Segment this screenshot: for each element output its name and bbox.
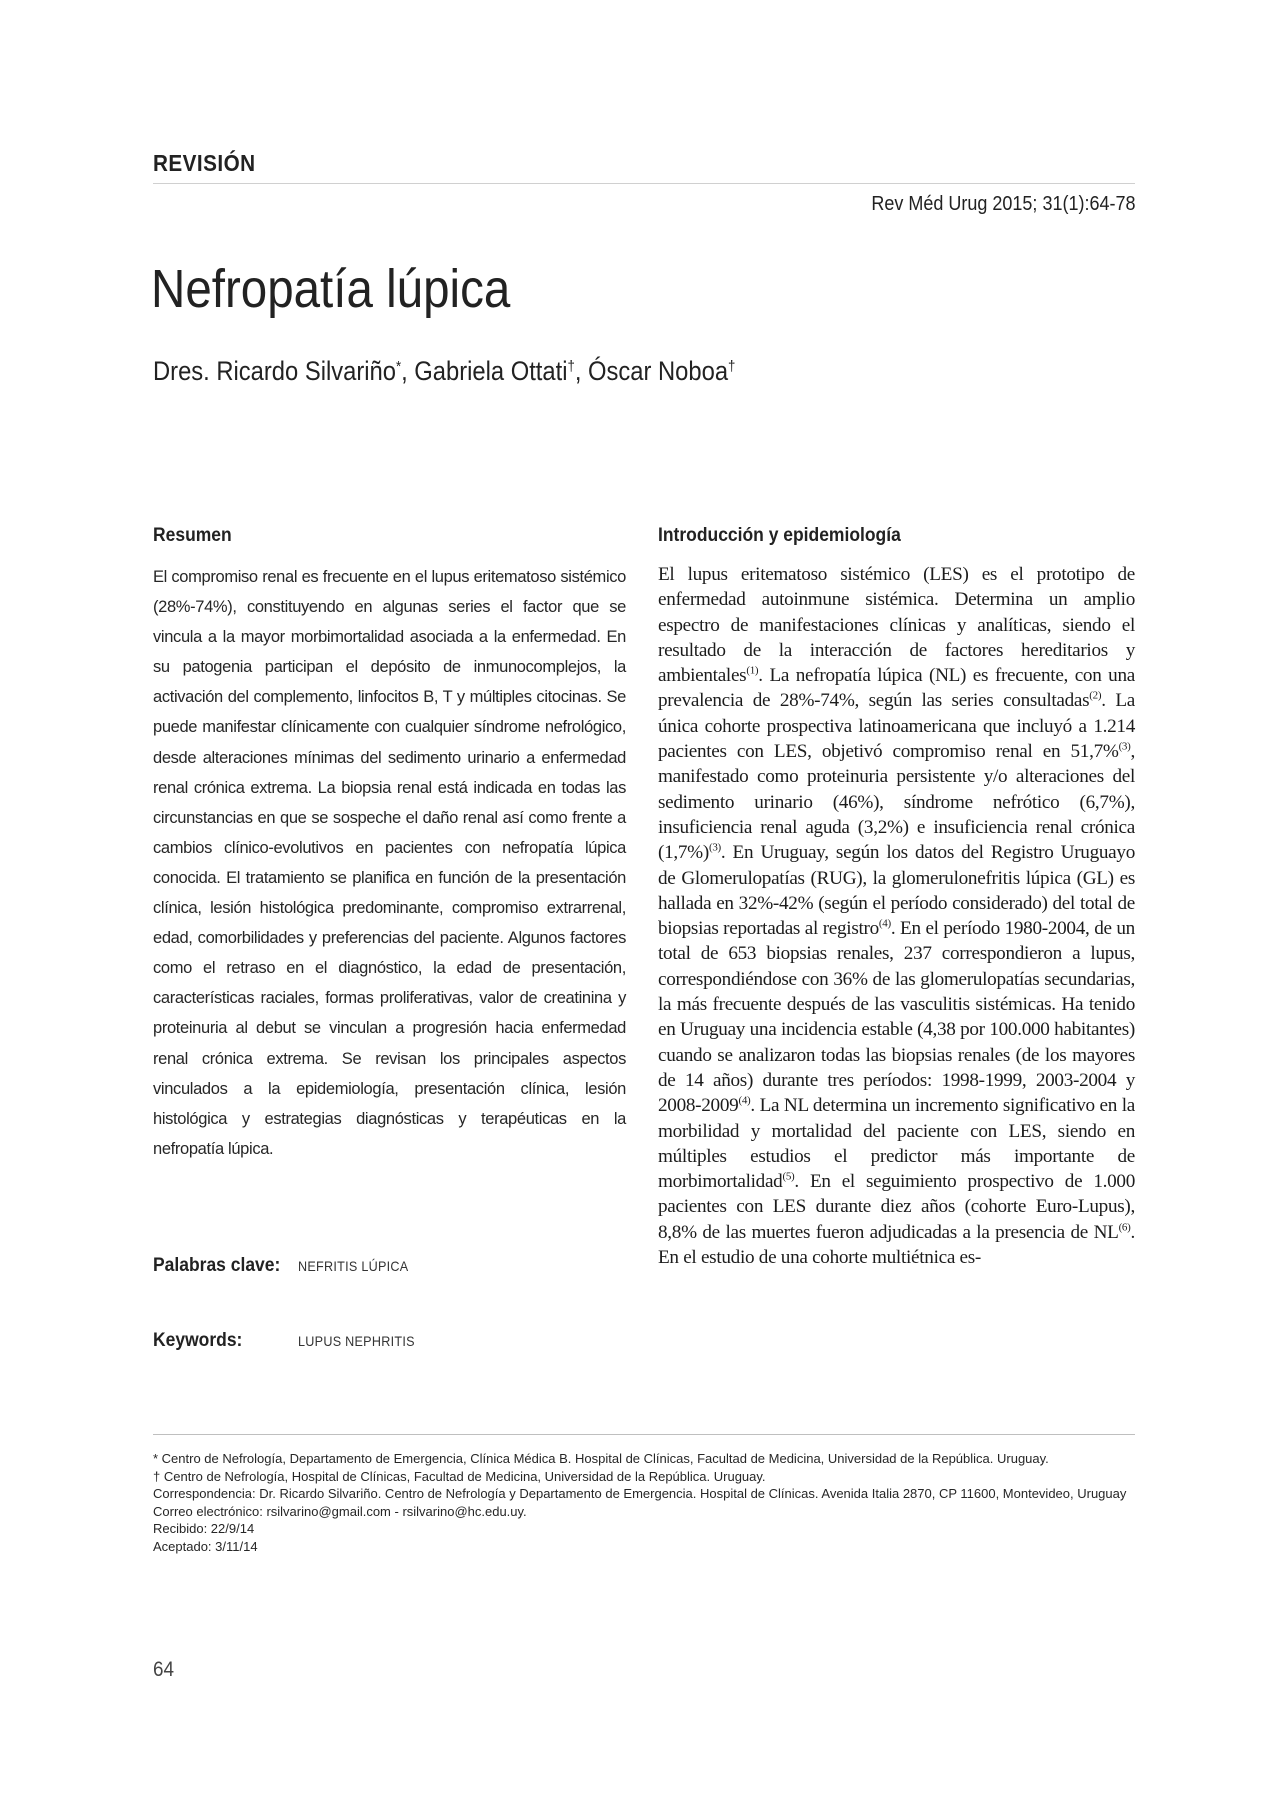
introduction-text bbox=[658, 562, 1135, 1270]
reference-6: (6) bbox=[1118, 1221, 1131, 1234]
intro-text-segment: , manifestado como proteinuria persistente y/o alteraciones del sedimento urinario (46%), síndrome nefrótico (6,7%), insuficiencia renal aguda (3,2%) e insuficiencia renal crónica (1,7%) bbox=[658, 741, 1135, 864]
journal-citation: Rev Méd Urug 2015; 31(1):64-78 bbox=[870, 193, 1135, 215]
intro-text-segment: . La NL determina un incremento significativo en la morbilidad y mortalidad del paciente con LES, siendo en múltiples estudios el predictor más importante de morbimortalidad bbox=[658, 1095, 1135, 1193]
intro-text-segment: . La nefropatía lúpica (NL) es frecuente, con una prevalencia de 28%-74%, según las series consultadas bbox=[658, 665, 1135, 712]
footnote-correspondence: Correspondencia: Dr. Ricardo Silvariño. Centro de Nefrología y Departamento de Emergencia. Hospital de Clínicas. Avenida Italia 2870, CP 11600, Montevideo, Uruguay bbox=[153, 1486, 1127, 1501]
intro-text-segment: . En el seguimiento prospectivo de 1.000 pacientes con LES durante diez años (cohorte Euro-Lupus), 8,8% de las muertes fueron adjudicadas a la presencia de NL bbox=[658, 1171, 1135, 1243]
author-2-affiliation-mark: † bbox=[567, 358, 575, 375]
reference-2: (2) bbox=[1089, 690, 1102, 703]
reference-5: (5) bbox=[782, 1170, 795, 1183]
author-list bbox=[153, 356, 735, 387]
author-1-affiliation-mark: * bbox=[395, 358, 402, 375]
footnote-received: Recibido: 22/9/14 bbox=[153, 1521, 255, 1536]
reference-4: (4) bbox=[878, 917, 891, 930]
page-number: 64 bbox=[153, 1658, 175, 1681]
keywords-es bbox=[153, 1255, 421, 1277]
author-2: , Gabriela Ottati bbox=[401, 356, 568, 386]
keywords-en-value: LUPUS NEPHRITIS bbox=[298, 1333, 415, 1349]
section-label: REVISIÓN bbox=[153, 150, 256, 176]
intro-text-segment: El lupus eritematoso sistémico (LES) es el prototipo de enfermedad autoinmune sistémica. Determina un amplio espectro de manifestaciones clínicas y analíticas, siendo el resultado de la interacción de factores hereditarios y ambientales bbox=[658, 564, 1135, 687]
author-3: , Óscar Noboa bbox=[574, 356, 729, 386]
header-rule bbox=[153, 183, 1135, 184]
reference-3b: (3) bbox=[708, 841, 721, 854]
abstract-text: El compromiso renal es frecuente en el lupus eritematoso sistémico (28%-74%), constituyendo en algunas series el factor que se vincula a la mayor morbimortalidad asociada a la enfermedad. En su patogenia participan el depósito de inmunocomplejos, la activación del complemento, linfocitos B, T y múltiples citocinas. Se puede manifestar clínicamente con cualquier síndrome nefrológico, desde alteraciones mínimas del sedimento urinario a enfermedad renal crónica extrema. La biopsia renal está indicada en todas las circunstancias en que se sospeche el daño renal así como frente a cambios clínico-evolutivos en pacientes con nefropatía lúpica conocida. El tratamiento se planifica en función de la presentación clínica, lesión histológica predominante, compromiso extrarrenal, edad, comorbilidades y preferencias del paciente. Algunos factores como el retraso en el diagnóstico, la edad de presentación, características raciales, formas proliferativas, valor de creatinina y proteinuria al debut se vinculan a progresión hacia enfermedad renal crónica extrema. Se revisan los principales aspectos vinculados a la epidemiología, presentación clínica, lesión histológica y estrategias diagnósticas y terapéuticas en la nefropatía lúpica. bbox=[153, 568, 626, 1158]
footnote-rule bbox=[153, 1434, 1135, 1435]
keywords-en bbox=[153, 1330, 428, 1352]
footnote-email: Correo electrónico: rsilvarino@gmail.com - rsilvarino@hc.edu.uy. bbox=[153, 1503, 527, 1519]
abstract-heading: Resumen bbox=[153, 525, 232, 546]
abstract-column bbox=[153, 520, 626, 1351]
reference-3: (3) bbox=[1118, 740, 1131, 753]
intro-text-segment: . En Uruguay, según los datos del Registro Uruguayo de Glomerulopatías (RUG), la glomerulonefritis lúpica (GL) es hallada en 32%-42% (según el período considerado) del total de biopsias reportadas al registro bbox=[658, 842, 1135, 940]
keywords-es-label: Palabras clave: bbox=[153, 1255, 281, 1276]
article-title: Nefropatía lúpica bbox=[151, 259, 511, 319]
intro-text-segment: . La única cohorte prospectiva latinoamericana que incluyó a 1.214 pacientes con LES, objetivó compromiso renal en 51,7% bbox=[658, 690, 1135, 763]
author-1: Dres. Ricardo Silvariño bbox=[153, 356, 396, 386]
introduction-heading: Introducción y epidemiología bbox=[658, 525, 901, 546]
reference-4b: (4) bbox=[738, 1094, 751, 1107]
intro-text-segment: . En el estudio de una cohorte multiétnica es- bbox=[658, 1221, 1135, 1269]
footnote-affiliation-2: † Centro de Nefrología, Hospital de Clínicas, Facultad de Medicina, Universidad de la República. Uruguay. bbox=[153, 1468, 766, 1484]
intro-text-segment: . En el período 1980-2004, de un total de 653 biopsias renales, 237 correspondieron a lupus, correspondiéndose con 36% de las glomerulopatías secundarias, la más frecuente después de las vasculitis sistémicas. Ha tenido en Uruguay una incidencia estable (4,38 por 100.000 habitantes) cuando se analizaron todas las biopsias renales (de los mayores de 14 años) durante tres períodos: 1998-1999, 2003-2004 y 2008-2009 bbox=[658, 918, 1135, 1117]
footnote-affiliation-1: * Centro de Nefrología, Departamento de Emergencia, Clínica Médica B. Hospital de Clínicas, Facultad de Medicina, Universidad de la República. Uruguay. bbox=[153, 1451, 1049, 1466]
footnotes bbox=[153, 1450, 1135, 1555]
keywords-es-value: NEFRITIS LÚPICA bbox=[298, 1258, 409, 1274]
reference-1: (1) bbox=[746, 664, 759, 677]
footnote-accepted: Aceptado: 3/11/14 bbox=[153, 1538, 258, 1554]
author-3-affiliation-mark: † bbox=[728, 358, 736, 375]
keywords-en-label: Keywords: bbox=[153, 1330, 243, 1351]
introduction-column bbox=[658, 520, 1135, 1269]
